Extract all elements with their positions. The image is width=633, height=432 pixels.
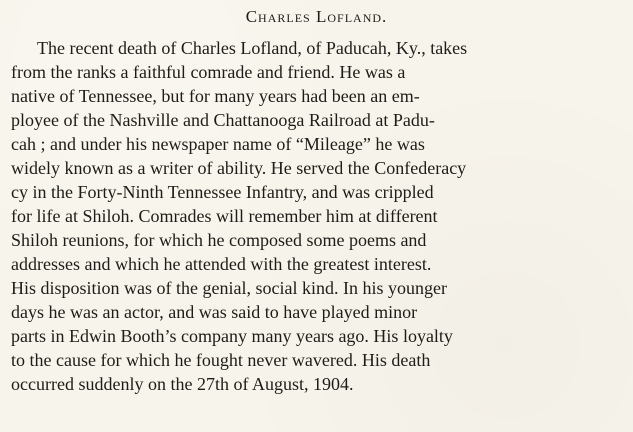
text-line-1: The recent death of Charles Lofland, of Paducah, Ky., takes	[37, 38, 468, 58]
text-line-13: parts in Edwin Booth’s company many years ago. His loyalty	[11, 326, 453, 346]
text-line-7: cy in the Forty-Ninth Tennessee Infantry, and was crippled	[11, 182, 434, 202]
text-line-3: native of Tennessee, but for many years had been an em-	[11, 86, 420, 106]
text-line-11: His disposition was of the genial, social kind. In his younger	[11, 278, 447, 298]
text-line-10: addresses and which he attended with the greatest interest.	[11, 254, 432, 274]
article-title: Charles Lofland.	[245, 7, 388, 26]
text-line-8: for life at Shiloh. Comrades will remember him at different	[11, 206, 438, 226]
text-line-2: from the ranks a faithful comrade and friend. He was a	[11, 62, 406, 82]
text-line-14: to the cause for which he fought never wavered. His death	[11, 350, 431, 370]
text-line-9: Shiloh reunions, for which he composed some poems and	[11, 230, 427, 250]
text-line-5: cah ; and under his newspaper name of “Mileage” he was	[11, 134, 425, 154]
text-line-15: occurred suddenly on the 27th of August, 1904.	[11, 374, 354, 394]
text-line-6: widely known as a writer of ability. He served the Confederacy	[11, 158, 467, 178]
text-line-4: ployee of the Nashville and Chattanooga Railroad at Padu-	[11, 110, 435, 130]
text-line-12: days he was an actor, and was said to have played minor	[11, 302, 418, 322]
